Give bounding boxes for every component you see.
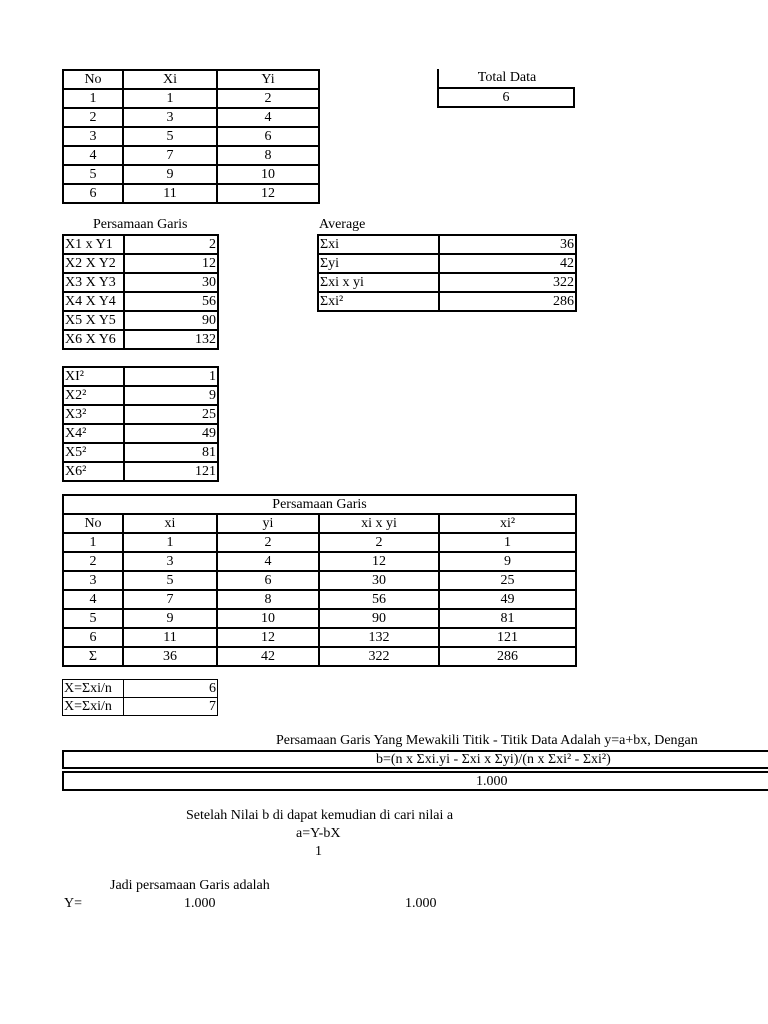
table-row — [63, 89, 319, 108]
product-value: 30 — [124, 273, 218, 292]
cell: 10 — [217, 609, 319, 628]
table-row — [63, 405, 218, 424]
table-row — [63, 443, 218, 462]
means-table — [62, 679, 218, 716]
cell: 3 — [123, 108, 217, 127]
cell: 7 — [123, 590, 217, 609]
cell: 5 — [63, 609, 123, 628]
table-row — [318, 235, 576, 254]
table-row — [63, 235, 218, 254]
equation-text: Persamaan Garis Yang Mewakili Titik - Titik Data Adalah y=a+bx, Dengan — [276, 733, 698, 748]
table-total-row — [63, 647, 576, 666]
cell: 6 — [217, 127, 319, 146]
cell: 2 — [63, 108, 123, 127]
cell: 12 — [217, 184, 319, 203]
average-label: Σxi — [318, 235, 439, 254]
total-data-label: Total Data — [437, 69, 575, 87]
mean-value: 7 — [124, 698, 218, 716]
cell: 12 — [319, 552, 439, 571]
product-value: 90 — [124, 311, 218, 330]
product-value: 132 — [124, 330, 218, 349]
y-value-a: 1.000 — [184, 896, 216, 911]
y-value-b: 1.000 — [405, 896, 437, 911]
table-row — [63, 571, 576, 590]
cell: 56 — [319, 590, 439, 609]
square-label: XI² — [63, 367, 124, 386]
cell: 9 — [123, 609, 217, 628]
cell: 3 — [63, 127, 123, 146]
product-label: X3 X Y3 — [63, 273, 124, 292]
square-label: X4² — [63, 424, 124, 443]
cell: 5 — [123, 571, 217, 590]
header-yi: Yi — [217, 70, 319, 89]
cell: Σ — [63, 647, 123, 666]
table-row — [63, 424, 218, 443]
cell: 8 — [217, 590, 319, 609]
table-header-row — [63, 70, 319, 89]
cell: 7 — [123, 146, 217, 165]
cell: 25 — [439, 571, 576, 590]
cell: 9 — [439, 552, 576, 571]
average-table — [317, 234, 577, 312]
table-header-row — [63, 514, 576, 533]
table-row — [63, 273, 218, 292]
mean-label: X=Σxi/n — [63, 698, 124, 716]
cell: 5 — [123, 127, 217, 146]
cell: 1 — [123, 89, 217, 108]
header-xi-x-yi: xi x yi — [319, 514, 439, 533]
product-label: X5 X Y5 — [63, 311, 124, 330]
average-value: 42 — [439, 254, 576, 273]
cell: 12 — [217, 628, 319, 647]
square-value: 9 — [124, 386, 218, 405]
cell: 10 — [217, 165, 319, 184]
cell: 9 — [123, 165, 217, 184]
a-value: 1 — [315, 844, 322, 859]
cell: 42 — [217, 647, 319, 666]
squares-table — [62, 366, 219, 482]
cell: 6 — [63, 628, 123, 647]
average-value: 286 — [439, 292, 576, 311]
header-no: No — [63, 70, 123, 89]
xi-yi-table — [62, 69, 320, 204]
header-yi: yi — [217, 514, 319, 533]
cell: 2 — [63, 552, 123, 571]
table-row — [318, 254, 576, 273]
cell: 49 — [439, 590, 576, 609]
table-row — [63, 462, 218, 481]
table-row — [63, 108, 319, 127]
cell: 132 — [319, 628, 439, 647]
table-row — [63, 628, 576, 647]
table-row — [63, 330, 218, 349]
table-row — [63, 311, 218, 330]
after-b-text: Setelah Nilai b di dapat kemudian di cari nilai a — [186, 808, 454, 823]
table-row — [63, 609, 576, 628]
conclusion-text: Jadi persamaan Garis adalah — [110, 878, 270, 893]
average-label: Σxi² — [318, 292, 439, 311]
b-value-box — [62, 771, 768, 791]
y-label: Y= — [64, 896, 83, 911]
product-label: X4 X Y4 — [63, 292, 124, 311]
cell: 286 — [439, 647, 576, 666]
cell: 1 — [439, 533, 576, 552]
table-row — [63, 533, 576, 552]
square-value: 25 — [124, 405, 218, 424]
total-data-value: 6 — [437, 87, 575, 108]
cell: 3 — [123, 552, 217, 571]
average-value: 36 — [439, 235, 576, 254]
average-title: Average — [319, 217, 366, 232]
square-value: 49 — [124, 424, 218, 443]
header-no: No — [63, 514, 123, 533]
cell: 8 — [217, 146, 319, 165]
table-row — [63, 552, 576, 571]
product-label: X1 x Y1 — [63, 235, 124, 254]
table-row — [63, 292, 218, 311]
cell: 30 — [319, 571, 439, 590]
square-value: 81 — [124, 443, 218, 462]
summary-title: Persamaan Garis — [63, 495, 576, 514]
cell: 11 — [123, 184, 217, 203]
product-value: 56 — [124, 292, 218, 311]
table-row — [63, 367, 218, 386]
cell: 4 — [63, 590, 123, 609]
table-row — [63, 165, 319, 184]
product-label: X2 X Y2 — [63, 254, 124, 273]
square-label: X3² — [63, 405, 124, 424]
cell: 1 — [123, 533, 217, 552]
cell: 3 — [63, 571, 123, 590]
average-label: Σyi — [318, 254, 439, 273]
square-value: 121 — [124, 462, 218, 481]
table-row — [318, 292, 576, 311]
square-label: X2² — [63, 386, 124, 405]
table-row — [63, 698, 218, 716]
summary-title-row — [63, 495, 576, 514]
products-table — [62, 234, 219, 350]
cell: 5 — [63, 165, 123, 184]
product-value: 2 — [124, 235, 218, 254]
total-data-block — [437, 69, 575, 108]
a-formula: a=Y-bX — [296, 826, 341, 841]
cell: 121 — [439, 628, 576, 647]
cell: 11 — [123, 628, 217, 647]
table-row — [318, 273, 576, 292]
square-label: X5² — [63, 443, 124, 462]
b-formula: b=(n x Σxi.yi - Σxi x Σyi)/(n x Σxi² - Σxi²) — [376, 752, 611, 767]
cell: 6 — [217, 571, 319, 590]
average-value: 322 — [439, 273, 576, 292]
table-row — [63, 184, 319, 203]
cell: 36 — [123, 647, 217, 666]
header-xi: xi — [123, 514, 217, 533]
cell: 2 — [217, 533, 319, 552]
cell: 4 — [217, 108, 319, 127]
table-row — [63, 386, 218, 405]
product-label: X6 X Y6 — [63, 330, 124, 349]
average-label: Σxi x yi — [318, 273, 439, 292]
cell: 4 — [217, 552, 319, 571]
table-row — [63, 146, 319, 165]
summary-table — [62, 494, 577, 667]
cell: 4 — [63, 146, 123, 165]
table-row — [63, 590, 576, 609]
table-row — [63, 680, 218, 698]
cell: 2 — [319, 533, 439, 552]
table-row — [63, 127, 319, 146]
product-value: 12 — [124, 254, 218, 273]
cell: 81 — [439, 609, 576, 628]
cell: 1 — [63, 533, 123, 552]
persamaan-garis-small-title: Persamaan Garis — [93, 217, 188, 232]
cell: 90 — [319, 609, 439, 628]
mean-label: X=Σxi/n — [63, 680, 124, 698]
b-value: 1.000 — [476, 774, 508, 789]
header-xi: Xi — [123, 70, 217, 89]
header-xi-squared: xi² — [439, 514, 576, 533]
cell: 322 — [319, 647, 439, 666]
square-label: X6² — [63, 462, 124, 481]
cell: 1 — [63, 89, 123, 108]
cell: 2 — [217, 89, 319, 108]
table-row — [63, 254, 218, 273]
mean-value: 6 — [124, 680, 218, 698]
cell: 6 — [63, 184, 123, 203]
square-value: 1 — [124, 367, 218, 386]
